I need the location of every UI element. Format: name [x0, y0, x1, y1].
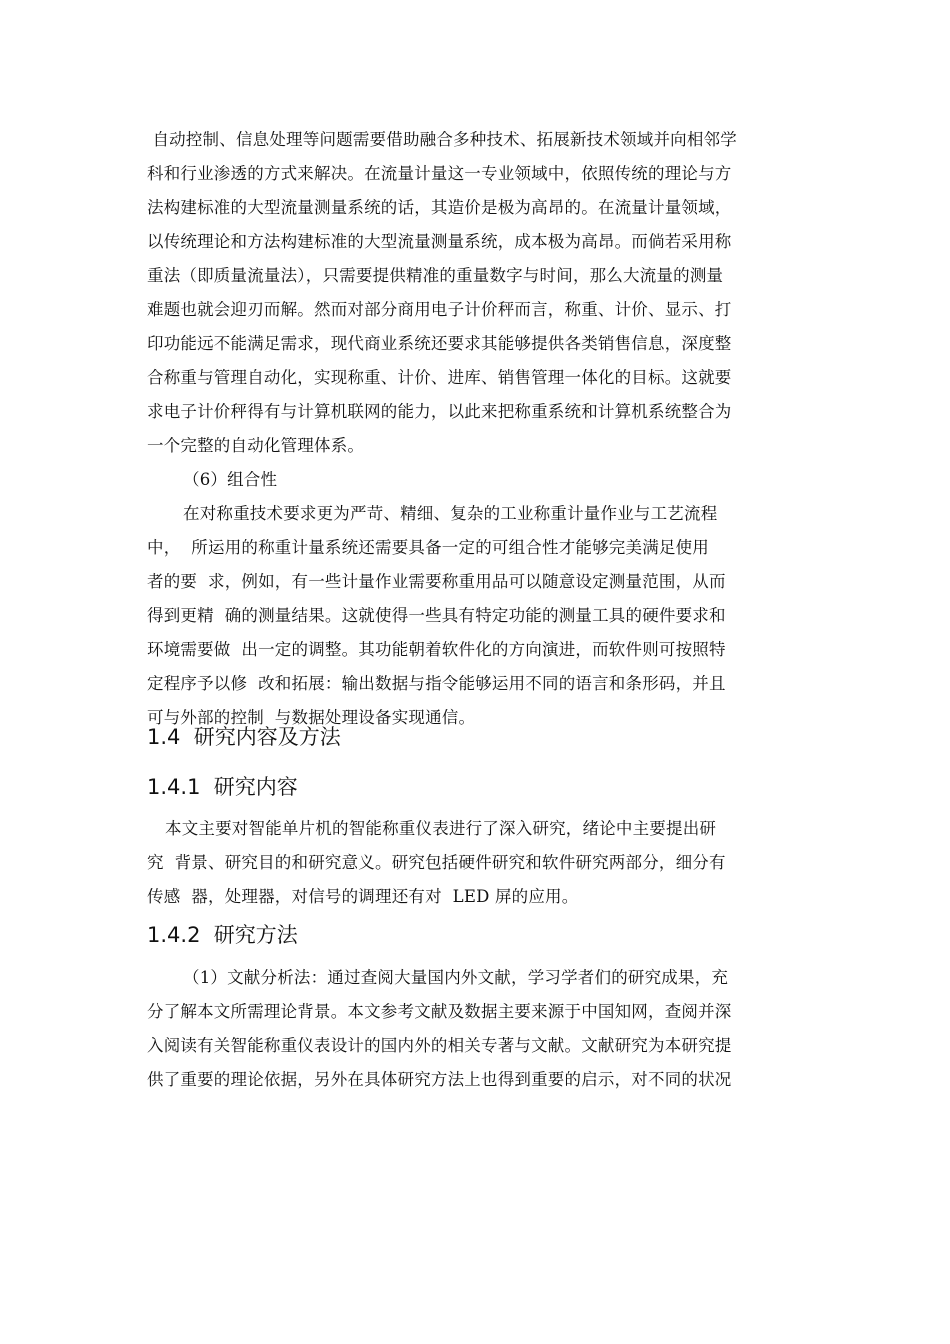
paragraph-line: 究 背景、研究目的和研究意义。研究包括硬件研究和软件研究两部分，细分有 [147, 853, 726, 872]
paragraph-line: 在对称重技术要求更为严苛、精细、复杂的工业称重计量作业与工艺流程 [183, 504, 718, 523]
paragraph-line: 科和行业渗透的方式来解决。在流量计量这一专业领域中，依照传统的理论与方 [147, 164, 732, 183]
paragraph-line: 难题也就会迎刃而解。然而对部分商用电子计价秤而言，称重、计价、显示、打 [147, 300, 732, 319]
paragraph-line: 入阅读有关智能称重仪表设计的国内外的相关专著与文献。文献研究为本研究提 [147, 1036, 732, 1055]
paragraph-line: 分了解本文所需理论背景。本文参考文献及数据主要来源于中国知网，查阅并深 [147, 1002, 732, 1021]
subsection-heading: 1.4.1 研究内容 [147, 775, 298, 799]
section-heading: 1.4 研究内容及方法 [147, 725, 341, 749]
paragraph-line: 者的要 求，例如，有一些计量作业需要称重用品可以随意设定测量范围，从而 [147, 572, 726, 591]
subsection-heading: 1.4.2 研究方法 [147, 923, 298, 947]
paragraph-line: 印功能远不能满足需求，现代商业系统还要求其能够提供各类销售信息，深度整 [147, 334, 732, 353]
paragraph-line: 重法（即质量流量法），只需要提供精准的重量数字与时间，那么大流量的测量 [147, 266, 724, 285]
paragraph-line: 可与外部的控制 与数据处理设备实现通信。 [147, 708, 476, 727]
paragraph-line: 法构建标准的大型流量测量系统的话，其造价是极为高昂的。在流量计量领域， [147, 198, 732, 217]
paragraph-line: 求电子计价秤得有与计算机联网的能力，以此来把称重系统和计算机系统整合为 [147, 402, 732, 421]
paragraph-line: 自动控制、信息处理等问题需要借助融合多种技术、拓展新技术领域并向相邻学 [147, 130, 737, 149]
paragraph-line: 中， 所运用的称重计量系统还需要具备一定的可组合性才能够完美满足使用 [147, 538, 709, 557]
paragraph-line: 以传统理论和方法构建标准的大型流量测量系统，成本极为高昂。而倘若采用称 [147, 232, 732, 251]
paragraph-line: 得到更精 确的测量结果。这就使得一些具有特定功能的测量工具的硬件要求和 [147, 606, 726, 625]
paragraph-line: 合称重与管理自动化，实现称重、计价、进库、销售管理一体化的目标。这就要 [147, 368, 732, 387]
paragraph-line: 环境需要做 出一定的调整。其功能朝着软件化的方向演进，而软件则可按照特 [147, 640, 726, 659]
paragraph-line: 一个完整的自动化管理体系。 [147, 436, 365, 455]
paragraph-line: （1）文献分析法：通过查阅大量国内外文献，学习学者们的研究成果，充 [183, 968, 729, 987]
item-label: （6）组合性 [183, 470, 278, 489]
paragraph-line: 本文主要对智能单片机的智能称重仪表进行了深入研究，绪论中主要提出研 [165, 819, 717, 838]
paragraph-line: 供了重要的理论依据，另外在具体研究方法上也得到重要的启示，对不同的状况 [147, 1070, 732, 1089]
paragraph-line: 定程序予以修 改和拓展：输出数据与指令能够运用不同的语言和条形码，并且 [147, 674, 726, 693]
paragraph-line: 传感 器，处理器，对信号的调理还有对 LED 屏的应用。 [147, 887, 579, 906]
